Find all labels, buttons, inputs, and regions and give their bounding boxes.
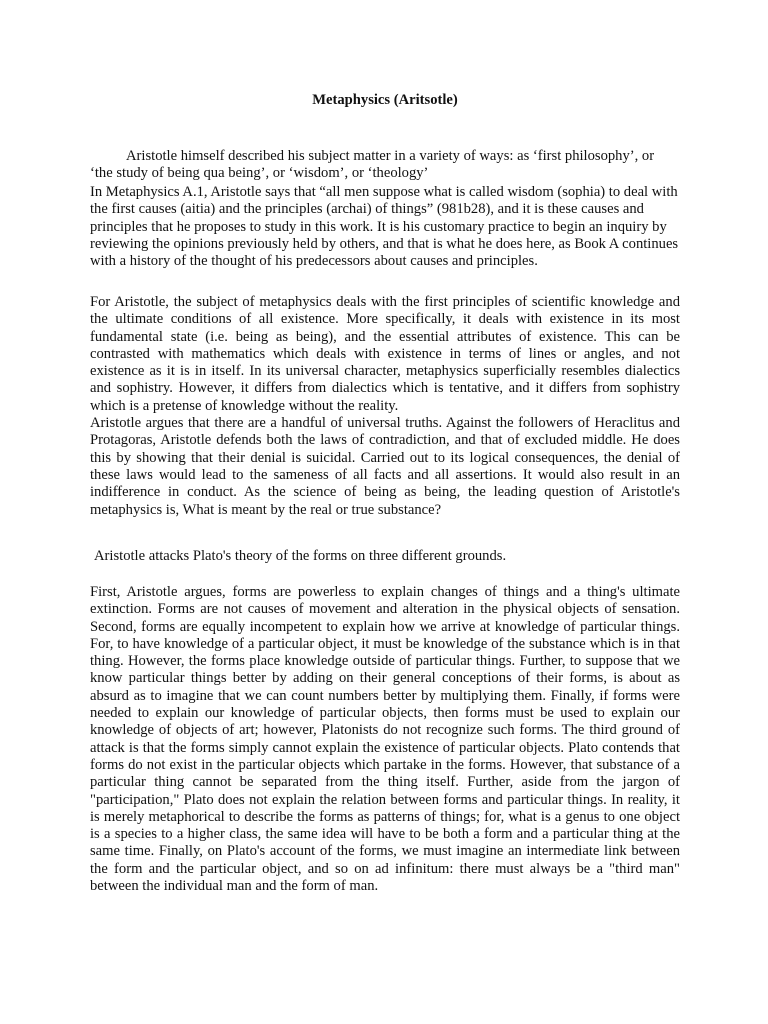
paragraph-three-grounds: First, Aristotle argues, forms are powerless to explain changes of things and a thing's ultimate extinction. Forms are not causes of movement and alteration in the physical objects of sensation. Second, forms are equally incompetent to explain how we arrive at knowledge of particular things. For, to have knowledge of a particular object, it must be knowledge of the substance which is in that thing. However, the forms place knowledge outside of particular things. Further, to suppose that we know particular things better by adding on their general conceptions of their forms, is about as absurd as to imagine that we can count numbers better by multiplying them. Finally, if forms were needed to explain our knowledge of particular objects, then forms must be used to explain our knowledge of objects of art; however, Platonists do not recognize such forms. The third ground of attack is that the forms simply cannot explain the existence of particular objects. Plato contends that forms do not exist in the particular objects which partake in the forms. However, that substance of a particular thing cannot be separated from the thing itself. Further, aside from the jargon of "participation," Plato does not explain the relation between forms and particular things. In reality, it is merely metaphorical to describe the forms as patterns of things; for, what is a genus to one object is a species to a higher class, the same idea will have to be both a form and a particular thing at the same time. Finally, on Plato's account of the forms, we must imagine an intermediate link between the form and the particular object, and so on ad infinitum: there must always be a "third man" between the individual man and the form of man.	[90, 584, 680, 895]
paragraph-subject-matter: Aristotle himself described his subject matter in a variety of ways: as ‘first philosophy’, or ‘the study of being qua being’, or ‘wisdom’, or ‘theology’	[90, 148, 655, 182]
document-title: Metaphysics (Aritsotle)	[312, 92, 458, 108]
paragraph-plato-forms-intro: Aristotle attacks Plato's theory of the forms on three different grounds.	[94, 548, 507, 564]
paragraph-first-principles: For Aristotle, the subject of metaphysics deals with the first principles of scientific knowledge and the ultimate conditions of all existence. More specifically, it deals with existence in its most fundamental state (i.e. being as being), and the essential attributes of existence. This can be contrasted with mathematics which deals with existence in terms of lines or angles, and not existence as it is in itself. In its universal character, metaphysics superficially resembles dialectics and sophistry. However, it differs from dialectics which is tentative, and it differs from sophistry which is a pretense of knowledge without the reality.	[90, 294, 680, 414]
paragraph-metaphysics-a1: In Metaphysics A.1, Aristotle says that “all men suppose what is called wisdom (sophia) to deal with the first causes (aitia) and the principles (archai) of things” (981b28), and it is these causes and principles that he proposes to study in this work. It is his customary practice to begin an inquiry by reviewing the opinions previously held by others, and that is what he does here, as Book A continues with a history of the thought of his predecessors about causes and principles.	[90, 184, 679, 270]
paragraph-block-first-principles	[90, 294, 680, 519]
paragraph-universal-truths: Aristotle argues that there are a handful of universal truths. Against the followers of Heraclitus and Protagoras, Aristotle defends both the laws of contradiction, and that of excluded middle. He does this by showing that their denial is suicidal. Carried out to its logical consequences, the denial of these laws would lead to the sameness of all facts and all assertions. It would also result in an indifference in conduct. As the science of being as being, the leading question of Aristotle's metaphysics is, What is meant by the real or true substance?	[90, 415, 680, 518]
